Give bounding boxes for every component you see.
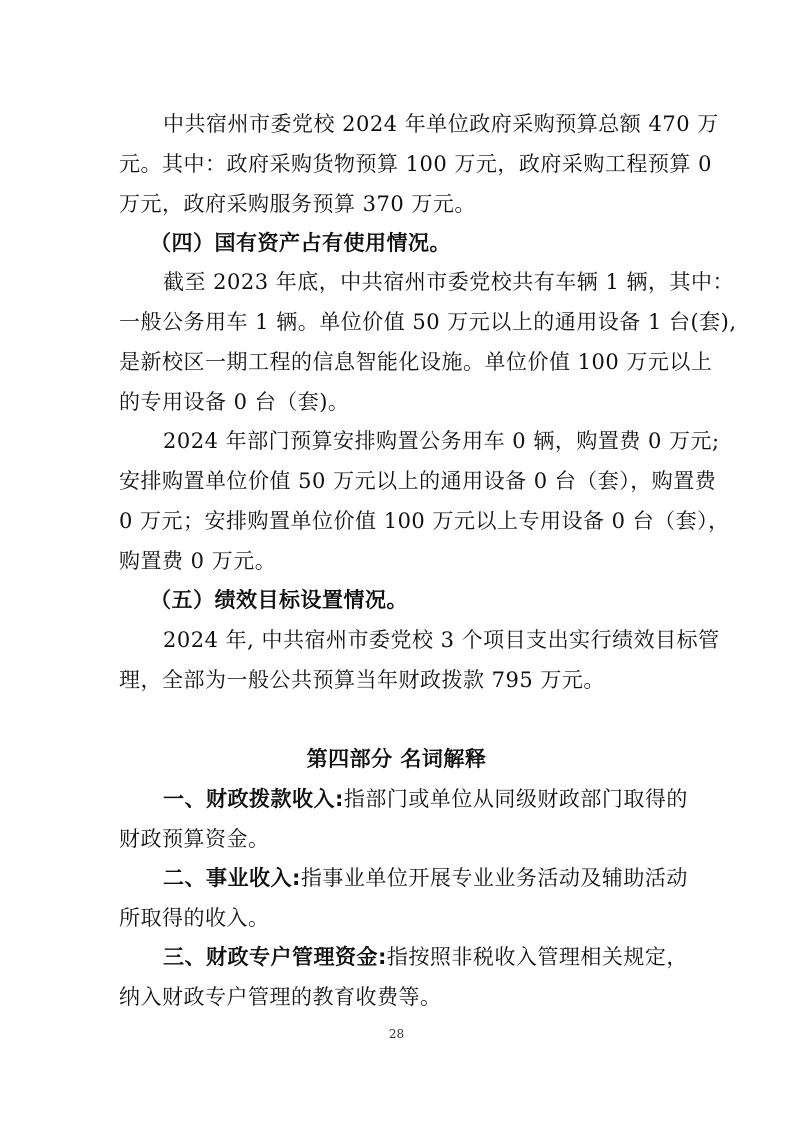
heading-state-assets: （四）国有资产占有使用情况。 [150, 231, 451, 255]
heading-performance-goals: （五）绩效目标设置情况。 [150, 588, 408, 612]
term-2-line-1 [163, 864, 699, 892]
term-1-line-2: 财政预算资金。 [119, 827, 270, 851]
procurement-line-3: 万元，政府采购服务预算 370 万元。 [119, 192, 476, 216]
term-2-definition: 指事业单位开展专业业务活动及辅助活动 [300, 866, 688, 890]
procurement-line-1: 中共宿州市委党校 2024 年单位政府采购预算总额 470 万 [163, 112, 719, 136]
term-2-label: 二、事业收入: [163, 866, 301, 890]
term-2-line-2: 所取得的收入。 [119, 906, 270, 930]
assets-line-1: 截至 2023 年底，中共宿州市委党校共有车辆 1 辆，其中： [163, 270, 735, 294]
term-3-line-2: 纳入财政专户管理的教育收费等。 [119, 985, 442, 1009]
term-1-line-1 [163, 785, 699, 813]
assets-line-4: 的专用设备 0 台（套)。 [119, 390, 350, 414]
assets-line-3: 是新校区一期工程的信息智能化设施。单位价值 100 万元以上 [119, 350, 713, 374]
performance-line-1: 2024 年, 中共宿州市委党校 3 个项目支出实行绩效目标管 [163, 628, 720, 652]
procurement-line-2: 元。其中：政府采购货物预算 100 万元，政府采购工程预算 0 [119, 152, 712, 176]
assets-line-2: 一般公务用车 1 辆。单位价值 50 万元以上的通用设备 1 台(套), [119, 310, 737, 334]
purchase-line-2: 安排购置单位价值 50 万元以上的通用设备 0 台（套），购置费 [119, 469, 717, 493]
purchase-line-1: 2024 年部门预算安排购置公务用车 0 辆，购置费 0 万元; [163, 429, 720, 453]
page-number: 28 [388, 1027, 405, 1041]
term-3-label: 三、财政专户管理资金: [163, 945, 387, 969]
term-3-line-1 [163, 943, 699, 971]
term-1-definition: 指部门或单位从同级财政部门取得的 [343, 787, 688, 811]
performance-line-2: 理，全部为一般公共预算当年财政拨款 795 万元。 [119, 668, 605, 692]
part4-title: 第四部分 名词解释 [306, 747, 487, 771]
term-1-label: 一、财政拨款收入: [163, 787, 344, 811]
purchase-line-4: 购置费 0 万元。 [119, 549, 277, 573]
purchase-line-3: 0 万元；安排购置单位价值 100 万元以上专用设备 0 台（套）， [119, 509, 730, 533]
term-3-definition: 指按照非税收入管理相关规定， [386, 945, 688, 969]
